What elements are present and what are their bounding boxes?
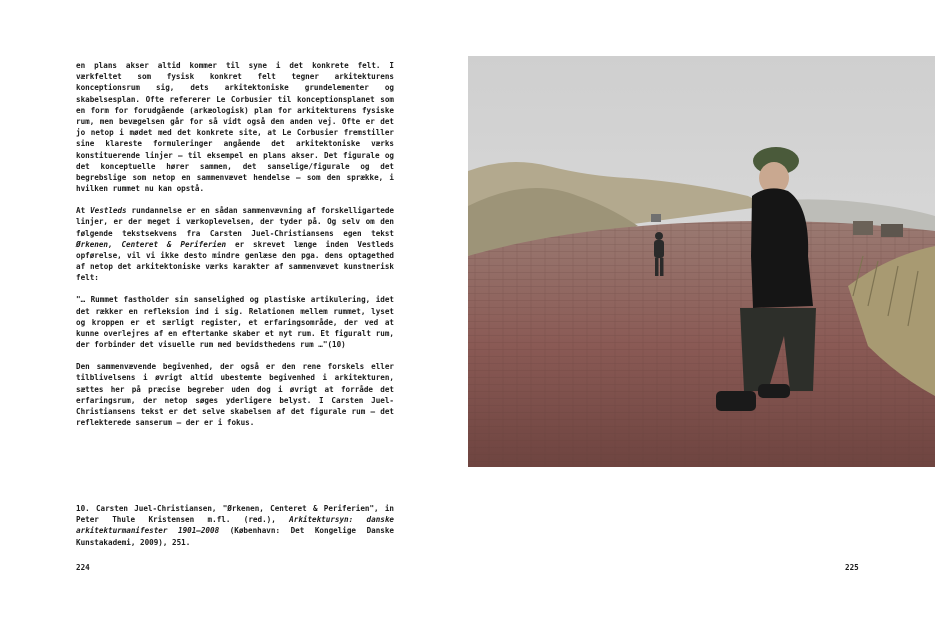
page-number-left: 224 xyxy=(76,563,90,572)
photo-figure-icon xyxy=(468,56,935,467)
main-text-column xyxy=(76,60,394,439)
page-number-right: 225 xyxy=(845,563,859,572)
photograph xyxy=(468,56,935,467)
footnote: 10. Carsten Juel-Christiansen, "Ørkenen, Centeret & Periferien", in Peter Thule Kristensen m.fl. (red.), Arkitektursyn: danske arkitekturmanifester 1901–2008 (København: Det Kongelige Danske Kunstakademi, 2009), 251. xyxy=(76,504,395,547)
paragraph-1: en plans akser altid kommer til syne i det konkrete felt. I værkfeltet som fysisk konkret felt tegner arkitekturens konceptionsrum sig, dets arkitektoniske grundelementer og skabelsesplan. Ofte refererer Le Corbusier til konceptionsplanet som en form for forudgående (arkæologisk) plan for arkitekturens fysiske rum, men bevægelsen går for så vidt også den anden vej. Ofte er det jo netop i mødet med det konkrete site, at Le Corbusier fremstiller sine klareste formuleringer angående det arkitektoniske værks konstituerende linjer — til eksempel en plans akser. Det figurale og det konceptuelle hører sammen, det sanselige/figurale og det begrebslige som netop en sammenvævet hendelse — som den sprække, i hvilken rummet nu kan opstå. xyxy=(76,61,394,194)
paragraph-2: At Vestleds rundannelse er en sådan sammenvævning af forskelligartede linjer, er der meget i værkoplevelsen, der tyder på. Og selv om den følgende tekstsekvens fra Carsten Juel-Christiansens egen tekst Ørkenen, Centeret & Periferien er skrevet længe inden Vestleds opførelse, vil vi ikke desto mindre genlæse den pga. dens optagethed af netop det arkitektoniske værks karakter af sammenvævet kunstnerisk felt: xyxy=(76,206,395,283)
paragraph-4: Den sammenvævende begivenhed, der også er den rene forskels eller tilblivelsens i øvrigt altid ubestemte begivenhed i arkitekturen, sættes her på præcise begreber uden dog i øvrigt at forråde det erfaringsrum, der netop søges yderligere belyst. I Carsten Juel-Christiansens tekst er det selve skabelsen af det figurale rum — det reflekterede sanserum — der er i fokus. xyxy=(76,362,394,428)
quote-paragraph: "… Rummet fastholder sin sanselighed og plastiske artikulering, idet det rækker en refleksion ind i sig. Relationen mellem rummet, lyset og kroppen er et særligt register, et erfaringsområde, der ved at kunne overlejres af en eftertanke skaber et nyt rum. Et figuralt rum, der forbinder det visuelle rum med bevidsthedens rum …"(10) xyxy=(76,295,394,350)
